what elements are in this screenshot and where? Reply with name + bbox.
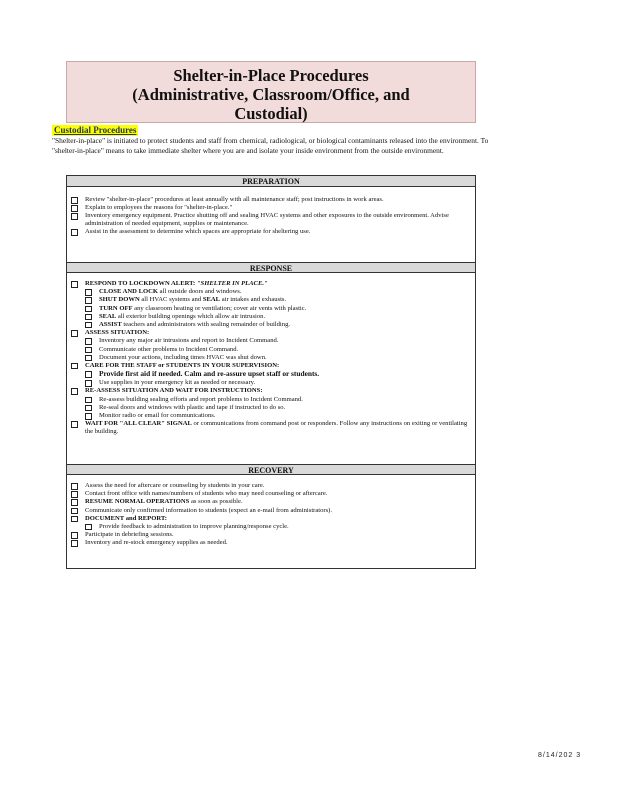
- checkbox-icon[interactable]: [71, 330, 78, 337]
- list-item: Contact front office with names/numbers of students who may need counseling or aftercare.: [71, 490, 471, 498]
- checkbox-icon[interactable]: [85, 314, 92, 321]
- checkbox-icon[interactable]: [71, 388, 78, 395]
- checkbox-icon[interactable]: [71, 363, 78, 370]
- response-heading: RESPONSE: [67, 262, 475, 273]
- list-item: ASSIST teachers and administrators with sealing remainder of building.: [71, 321, 471, 329]
- list-item: RESUME NORMAL OPERATIONS as soon as possible.: [71, 498, 471, 506]
- checkbox-icon[interactable]: [71, 540, 78, 547]
- section-label: Custodial Procedures: [54, 125, 137, 135]
- intro-paragraph: "Shelter-in-place" is initiated to protect students and staff from chemical, radiological, or biological contaminants released into the environment. To "shelter-in-place" means to take immediate shelter where you are and isolate your inside environment from the outside environment.: [52, 136, 489, 155]
- list-item: Monitor radio or email for communications.: [71, 412, 471, 420]
- list-item: CLOSE AND LOCK all outside doors and windows.: [71, 288, 471, 296]
- checkbox-icon[interactable]: [85, 380, 92, 387]
- response-list: [71, 280, 471, 436]
- list-item: Use supplies in your emergency kit as needed or necessary.: [71, 379, 471, 387]
- list-item: SEAL all exterior building openings which allow air intrusion.: [71, 313, 471, 321]
- list-item: RESPOND TO LOCKDOWN ALERT: "SHELTER IN PLACE.": [71, 280, 471, 288]
- title-line-1: Shelter-in-Place Procedures: [173, 66, 369, 85]
- checkbox-icon[interactable]: [71, 516, 78, 523]
- procedures-table: [66, 175, 476, 569]
- checkbox-icon[interactable]: [85, 405, 92, 412]
- checkbox-icon[interactable]: [71, 229, 78, 236]
- list-item: Communicate other problems to Incident Command.: [71, 346, 471, 354]
- list-item: Provide feedback to administration to improve planning/response cycle.: [71, 523, 471, 531]
- list-item: RE-ASSESS SITUATION AND WAIT FOR INSTRUCTIONS:: [71, 387, 471, 395]
- list-item: Assess the need for aftercare or counseling by students in your care.: [71, 482, 471, 490]
- checkbox-icon[interactable]: [71, 491, 78, 498]
- list-item: Explain to employees the reasons for "shelter-in-place.": [71, 204, 471, 212]
- checkbox-icon[interactable]: [85, 413, 92, 420]
- list-item: Participate in debriefing sessions.: [71, 531, 471, 539]
- checkbox-icon[interactable]: [85, 289, 92, 296]
- checkbox-icon[interactable]: [85, 347, 92, 354]
- list-item: ASSESS SITUATION:: [71, 329, 471, 337]
- checkbox-icon[interactable]: [71, 197, 78, 204]
- checkbox-icon[interactable]: [85, 306, 92, 313]
- checkbox-icon[interactable]: [85, 297, 92, 304]
- checkbox-icon[interactable]: [85, 397, 92, 404]
- recovery-heading: RECOVERY: [67, 464, 475, 475]
- preparation-list: [71, 196, 471, 236]
- checkbox-icon[interactable]: [71, 499, 78, 506]
- page-date-footer: 8/14/202 3: [538, 752, 582, 759]
- checkbox-icon[interactable]: [71, 281, 78, 288]
- list-item: DOCUMENT and REPORT:: [71, 515, 471, 523]
- checkbox-icon[interactable]: [85, 371, 92, 378]
- list-item: SHUT DOWN all HVAC systems and SEAL air intakes and exhausts.: [71, 296, 471, 304]
- recovery-list: [71, 482, 471, 548]
- title-line-3: Custodial): [234, 104, 308, 123]
- list-item: Assist in the assessment to determine which spaces are appropriate for sheltering use.: [71, 228, 471, 236]
- document-title: [66, 61, 476, 123]
- list-item: Document your actions, including times HVAC was shut down.: [71, 354, 471, 362]
- list-item: Re-assess building sealing efforts and report problems to Incident Command.: [71, 396, 471, 404]
- list-item: Provide first aid if needed. Calm and re-assure upset staff or students.: [71, 370, 471, 379]
- list-item: Re-seal doors and windows with plastic and tape if instructed to do so.: [71, 404, 471, 412]
- list-item: Inventory emergency equipment. Practice shutting off and sealing HVAC systems and other exposures to the outside environment. Advise administration of needed equipment, supplies or maintenance.: [71, 212, 471, 227]
- checkbox-icon[interactable]: [71, 421, 78, 428]
- list-item: Inventory and re-stock emergency supplies as needed.: [71, 539, 471, 547]
- list-item: TURN OFF any classroom heating or ventilation; cover air vents with plastic.: [71, 305, 471, 313]
- list-item: Inventory any major air intrusions and report to Incident Command.: [71, 337, 471, 345]
- title-line-2: (Administrative, Classroom/Office, and: [132, 85, 410, 104]
- preparation-heading: PREPARATION: [67, 176, 475, 187]
- checkbox-icon[interactable]: [85, 338, 92, 345]
- checkbox-icon[interactable]: [71, 483, 78, 490]
- checkbox-icon[interactable]: [71, 213, 78, 220]
- list-item: Communicate only confirmed information to students (expect an e-mail from administrators).: [71, 507, 471, 515]
- checkbox-icon[interactable]: [71, 508, 78, 515]
- checkbox-icon[interactable]: [71, 532, 78, 539]
- checkbox-icon[interactable]: [85, 355, 92, 362]
- checkbox-icon[interactable]: [85, 524, 92, 531]
- list-item: WAIT FOR "ALL CLEAR" SIGNAL or communications from command post or responders. Follow any instructions on exiting or ventilating the building.: [71, 420, 471, 435]
- list-item: CARE FOR THE STAFF or STUDENTS IN YOUR SUPERVISION:: [71, 362, 471, 370]
- checkbox-icon[interactable]: [85, 322, 92, 329]
- checkbox-icon[interactable]: [71, 205, 78, 212]
- list-item: Review "shelter-in-place" procedures at least annually with all maintenance staff; post instructions in work areas.: [71, 196, 471, 204]
